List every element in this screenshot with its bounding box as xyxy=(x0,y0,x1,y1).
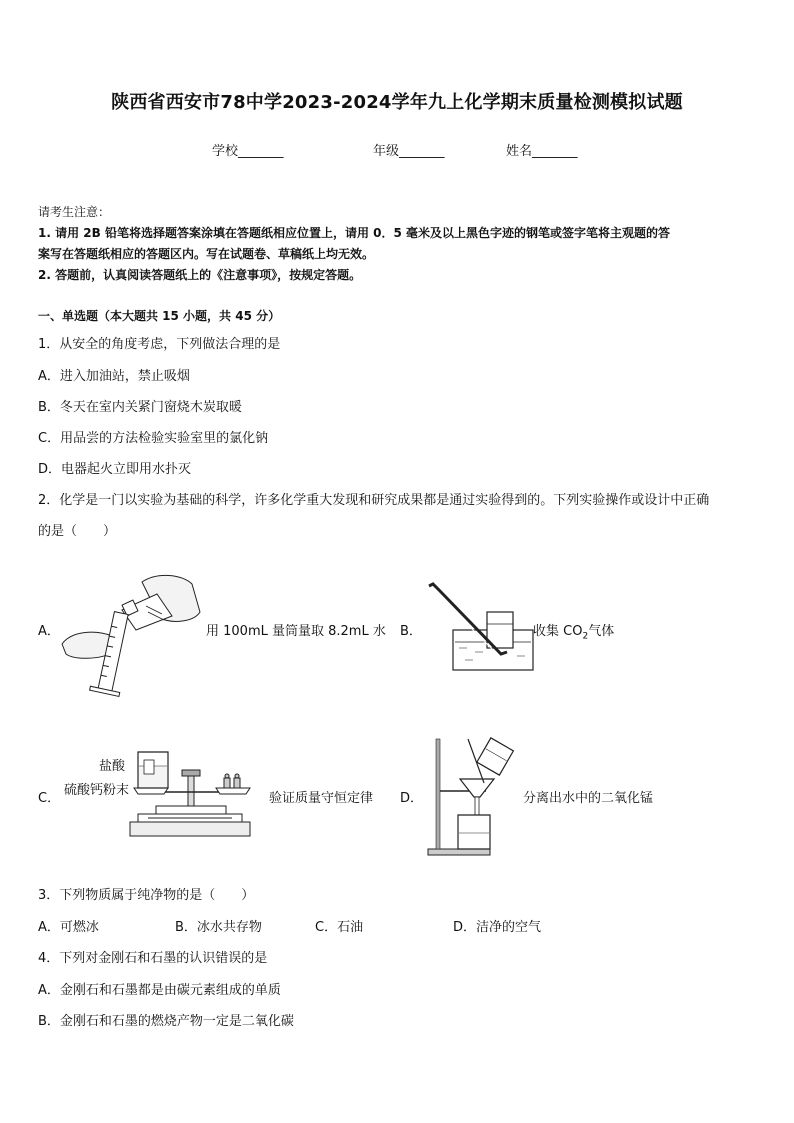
q3-option-b[interactable]: B．冰水共存物 xyxy=(175,920,262,935)
school-blank: _______ xyxy=(238,144,284,159)
q4-stem: 4．下列对金刚石和石墨的认识错误的是 xyxy=(38,951,268,966)
q2-option-b-text-pre: 收集 CO xyxy=(533,624,583,639)
q1-option-c[interactable]: C．用品尝的方法检验实验室里的氯化钠 xyxy=(38,431,269,446)
grade-label: 年级 xyxy=(373,144,400,159)
page-title: 陕西省西安市78中学2023-2024学年九上化学期末质量检测模拟试题 xyxy=(111,92,683,113)
notice-heading: 请考生注意： xyxy=(38,205,111,219)
q2-option-a-text: 用 100mL 量筒量取 8.2mL 水 xyxy=(206,624,386,639)
q1-option-d[interactable]: D．电器起火立即用水扑灭 xyxy=(38,462,192,477)
q1-option-a[interactable]: A．进入加油站，禁止吸烟 xyxy=(38,369,190,384)
q1-option-b[interactable]: B．冬天在室内关紧门窗烧木炭取暖 xyxy=(38,400,242,415)
q2-option-d-text: 分离出水中的二氧化锰 xyxy=(523,791,654,806)
q2-option-c-label-powder: 硫酸钙粉末 xyxy=(64,783,130,798)
q3-option-d[interactable]: D．洁净的空气 xyxy=(453,920,542,935)
q2-option-b-letter[interactable]: B． xyxy=(400,624,422,639)
name-field[interactable] xyxy=(506,140,578,159)
q2-option-c-label-hcl: 盐酸 xyxy=(99,759,126,774)
q3-option-c[interactable]: C．石油 xyxy=(315,920,364,935)
balance-figure xyxy=(128,742,263,842)
name-label: 姓名 xyxy=(506,144,533,159)
school-label: 学校 xyxy=(212,144,239,159)
graduated-cylinder-figure xyxy=(62,572,207,697)
school-field[interactable] xyxy=(212,140,284,159)
q4-option-a[interactable]: A．金刚石和石墨都是由碳元素组成的单质 xyxy=(38,983,281,998)
grade-field[interactable] xyxy=(373,140,445,159)
notice-item2: 2. 答题前，认真阅读答题纸上的《注意事项》，按规定答题。 xyxy=(38,268,362,282)
q1-stem: 1．从安全的角度考虑，下列做法合理的是 xyxy=(38,337,281,352)
q2-option-c-text: 验证质量守恒定律 xyxy=(269,791,374,806)
filtration-figure xyxy=(428,733,518,859)
q2-stem-line2: 的是（ ） xyxy=(38,524,117,539)
q3-option-a[interactable]: A．可燃冰 xyxy=(38,920,99,935)
q3-stem: 3．下列物质属于纯净物的是（ ） xyxy=(38,888,255,903)
q2-option-b-text-sub: 2 xyxy=(582,631,589,642)
section-heading: 一、单选题（本大题共 15 小题，共 45 分） xyxy=(38,309,281,323)
grade-blank: _______ xyxy=(399,144,445,159)
q2-option-d-letter[interactable]: D． xyxy=(400,791,424,806)
q2-option-c-letter[interactable]: C． xyxy=(38,791,61,806)
q2-option-b-text xyxy=(533,620,614,642)
q2-stem-line1: 2．化学是一门以实验为基础的科学，许多化学重大发现和研究成果都是通过实验得到的。下列实验操作或设计中正确 xyxy=(38,493,710,508)
notice-item1-line2: 案写在答题纸相应的答题区内。写在试题卷、草稿纸上均无效。 xyxy=(38,247,375,261)
gas-collection-figure xyxy=(425,582,535,672)
q2-option-b-text-post: 气体 xyxy=(588,624,615,639)
q2-option-a-letter[interactable]: A． xyxy=(38,624,60,639)
q4-option-b[interactable]: B．金刚石和石墨的燃烧产物一定是二氧化碳 xyxy=(38,1014,294,1029)
notice-item1-line1: 1. 请用 2B 铅笔将选择题答案涂填在答题纸相应位置上，请用 0．5 毫米及以上黑色字迹的钢笔或签字笔将主观题的答 xyxy=(38,226,670,240)
name-blank: _______ xyxy=(532,144,578,159)
